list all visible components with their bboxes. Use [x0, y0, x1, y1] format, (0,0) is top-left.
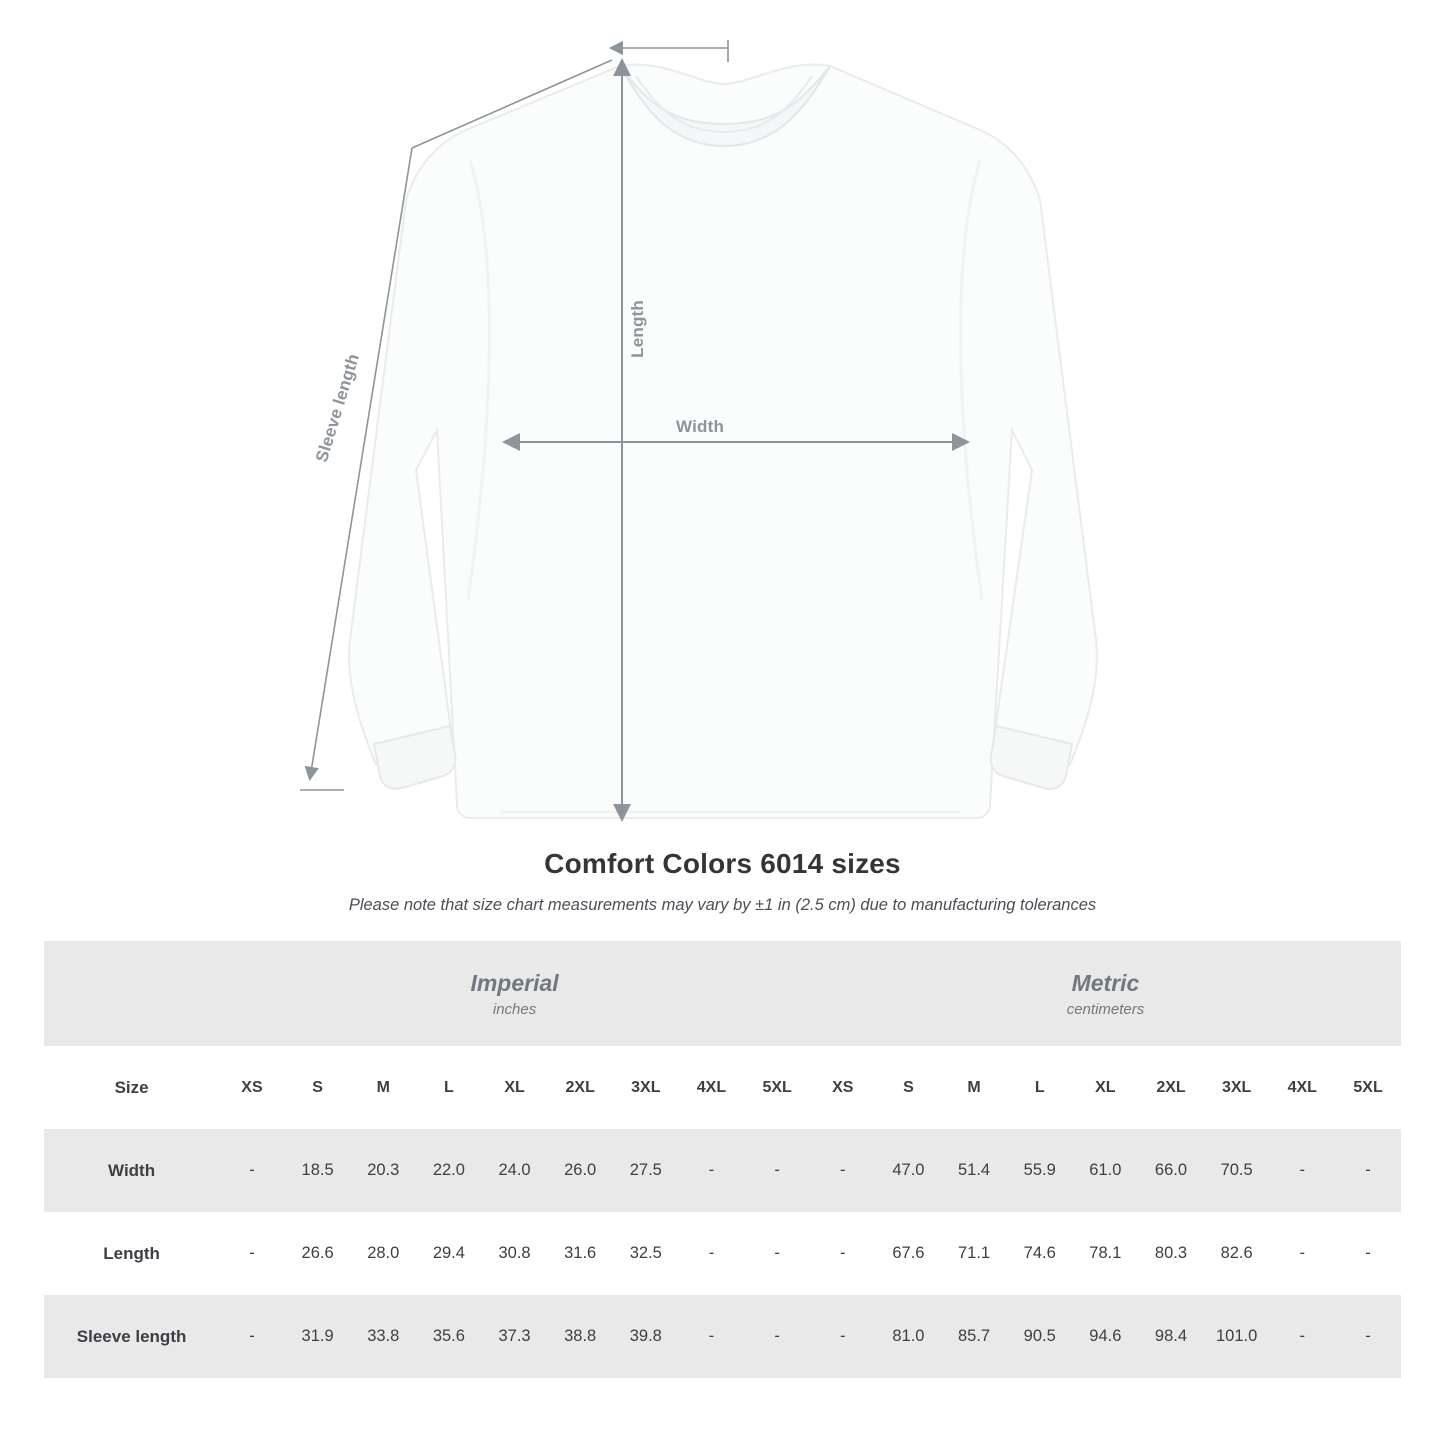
size-header-row [44, 1046, 1401, 1129]
unit-header-row [44, 941, 1401, 1046]
width-metric-xl: 61.0 [1073, 1129, 1139, 1212]
row-label-length: Length [44, 1212, 219, 1295]
metric-unit: centimeters [1066, 1001, 1145, 1019]
sleeve-imperial-xs: - [219, 1295, 285, 1378]
length-imperial-m: 28.0 [350, 1212, 416, 1295]
width-imperial-4xl: - [679, 1129, 745, 1212]
width-metric-s: 47.0 [876, 1129, 942, 1212]
width-imperial-3xl: 27.5 [613, 1129, 679, 1212]
sleeve-metric-m: 85.7 [941, 1295, 1007, 1378]
header-imperial-xl: XL [482, 1046, 548, 1129]
header-metric-m: M [941, 1046, 1007, 1129]
width-imperial-xl: 24.0 [482, 1129, 548, 1212]
length-metric-s: 67.6 [876, 1212, 942, 1295]
header-metric-xl: XL [1073, 1046, 1139, 1129]
width-metric-4xl: - [1269, 1129, 1335, 1212]
header-metric-l: L [1007, 1046, 1073, 1129]
header-imperial-m: M [350, 1046, 416, 1129]
sleeve-metric-s: 81.0 [876, 1295, 942, 1378]
length-metric-xl: 78.1 [1073, 1212, 1139, 1295]
sleeve-metric-3xl: 101.0 [1204, 1295, 1270, 1378]
width-metric-2xl: 66.0 [1138, 1129, 1204, 1212]
length-imperial-5xl: - [744, 1212, 810, 1295]
sleeve-imperial-2xl: 38.8 [547, 1295, 613, 1378]
imperial-unit: inches [492, 1001, 537, 1019]
header-imperial-4xl: 4XL [679, 1046, 745, 1129]
sleeve-metric-2xl: 98.4 [1138, 1295, 1204, 1378]
length-imperial-3xl: 32.5 [613, 1212, 679, 1295]
header-imperial-5xl: 5XL [744, 1046, 810, 1129]
width-metric-xs: - [810, 1129, 876, 1212]
sleeve-metric-xl: 94.6 [1073, 1295, 1139, 1378]
width-metric-m: 51.4 [941, 1129, 1007, 1212]
unit-row-spacer [44, 941, 219, 1046]
width-imperial-l: 22.0 [416, 1129, 482, 1212]
header-metric-s: S [876, 1046, 942, 1129]
length-imperial-s: 26.6 [285, 1212, 351, 1295]
header-metric-2xl: 2XL [1138, 1046, 1204, 1129]
width-metric-l: 55.9 [1007, 1129, 1073, 1212]
length-metric-l: 74.6 [1007, 1212, 1073, 1295]
sleeve-imperial-4xl: - [679, 1295, 745, 1378]
title-block [0, 848, 1445, 915]
row-label-width: Width [44, 1129, 219, 1212]
sleeve-imperial-s: 31.9 [285, 1295, 351, 1378]
table-row-sleeve-length [44, 1295, 1401, 1378]
size-chart-table [44, 941, 1401, 1378]
page-title: Comfort Colors 6014 sizes [544, 848, 901, 879]
table-row-width [44, 1129, 1401, 1212]
sleeve-metric-4xl: - [1269, 1295, 1335, 1378]
sleeve-metric-5xl: - [1335, 1295, 1401, 1378]
header-metric-3xl: 3XL [1204, 1046, 1270, 1129]
sleeve-metric-l: 90.5 [1007, 1295, 1073, 1378]
header-imperial-l: L [416, 1046, 482, 1129]
tolerance-note: Please note that size chart measurements may vary by ±1 in (2.5 cm) due to manufacturing tolerances [348, 896, 1097, 914]
sleeve-imperial-l: 35.6 [416, 1295, 482, 1378]
length-metric-5xl: - [1335, 1212, 1401, 1295]
header-metric-xs: XS [810, 1046, 876, 1129]
length-imperial-l: 29.4 [416, 1212, 482, 1295]
sleeve-imperial-5xl: - [744, 1295, 810, 1378]
width-imperial-m: 20.3 [350, 1129, 416, 1212]
sleeve-metric-xs: - [810, 1295, 876, 1378]
width-imperial-2xl: 26.0 [547, 1129, 613, 1212]
header-imperial-xs: XS [219, 1046, 285, 1129]
metric-group-header [810, 941, 1401, 1046]
width-metric-5xl: - [1335, 1129, 1401, 1212]
header-metric-4xl: 4XL [1269, 1046, 1335, 1129]
length-imperial-xs: - [219, 1212, 285, 1295]
header-imperial-3xl: 3XL [613, 1046, 679, 1129]
header-imperial-2xl: 2XL [547, 1046, 613, 1129]
header-imperial-s: S [285, 1046, 351, 1129]
length-metric-2xl: 80.3 [1138, 1212, 1204, 1295]
length-metric-3xl: 82.6 [1204, 1212, 1270, 1295]
table-row-length [44, 1212, 1401, 1295]
length-imperial-xl: 30.8 [482, 1212, 548, 1295]
header-size: Size [44, 1046, 219, 1129]
size-table-wrapper [44, 941, 1401, 1378]
imperial-label: Imperial [470, 969, 559, 996]
length-imperial-4xl: - [679, 1212, 745, 1295]
width-imperial-xs: - [219, 1129, 285, 1212]
row-label-sleeve-length: Sleeve length [44, 1295, 219, 1378]
sleeve-imperial-xl: 37.3 [482, 1295, 548, 1378]
header-metric-5xl: 5XL [1335, 1046, 1401, 1129]
length-metric-xs: - [810, 1212, 876, 1295]
width-label: Width [676, 417, 725, 436]
width-imperial-s: 18.5 [285, 1129, 351, 1212]
width-metric-3xl: 70.5 [1204, 1129, 1270, 1212]
sleeve-length-label: Sleeve length [312, 351, 364, 465]
length-metric-4xl: - [1269, 1212, 1335, 1295]
width-imperial-5xl: - [744, 1129, 810, 1212]
sleeve-imperial-m: 33.8 [350, 1295, 416, 1378]
metric-label: Metric [1071, 969, 1140, 996]
length-imperial-2xl: 31.6 [547, 1212, 613, 1295]
imperial-group-header [219, 941, 810, 1046]
sleeve-imperial-3xl: 39.8 [613, 1295, 679, 1378]
length-label: Length [628, 300, 647, 358]
length-metric-m: 71.1 [941, 1212, 1007, 1295]
